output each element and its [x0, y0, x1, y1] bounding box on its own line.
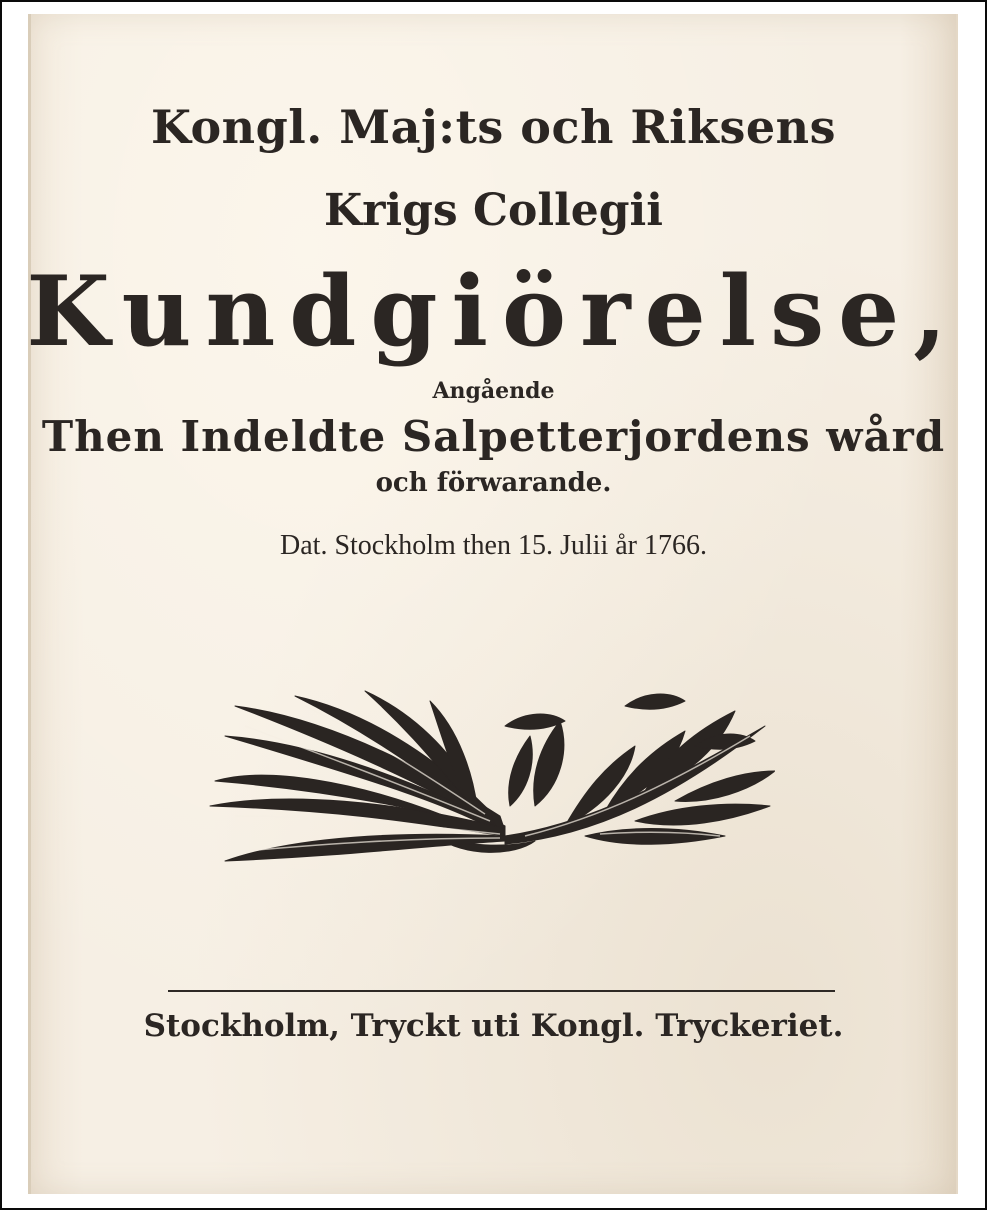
- subject-line-1: Then Indeldte Salpetterjordens wård: [41, 412, 946, 461]
- subject-intro: Angående: [432, 378, 555, 404]
- horizontal-rule: [168, 990, 835, 992]
- document-title: Kundgiörelse,: [26, 255, 961, 368]
- title-line-2: Krigs Collegii: [324, 185, 663, 236]
- woodcut-foliage-ornament-icon: [205, 686, 775, 864]
- subject-line-2: och förwarande.: [375, 468, 612, 498]
- dateline: Dat. Stockholm then 15. Julii år 1766.: [280, 530, 707, 561]
- title-line-1: Kongl. Maj:ts och Riksens: [150, 100, 836, 154]
- imprint: Stockholm, Tryckt uti Kongl. Tryckeriet.: [143, 1008, 844, 1044]
